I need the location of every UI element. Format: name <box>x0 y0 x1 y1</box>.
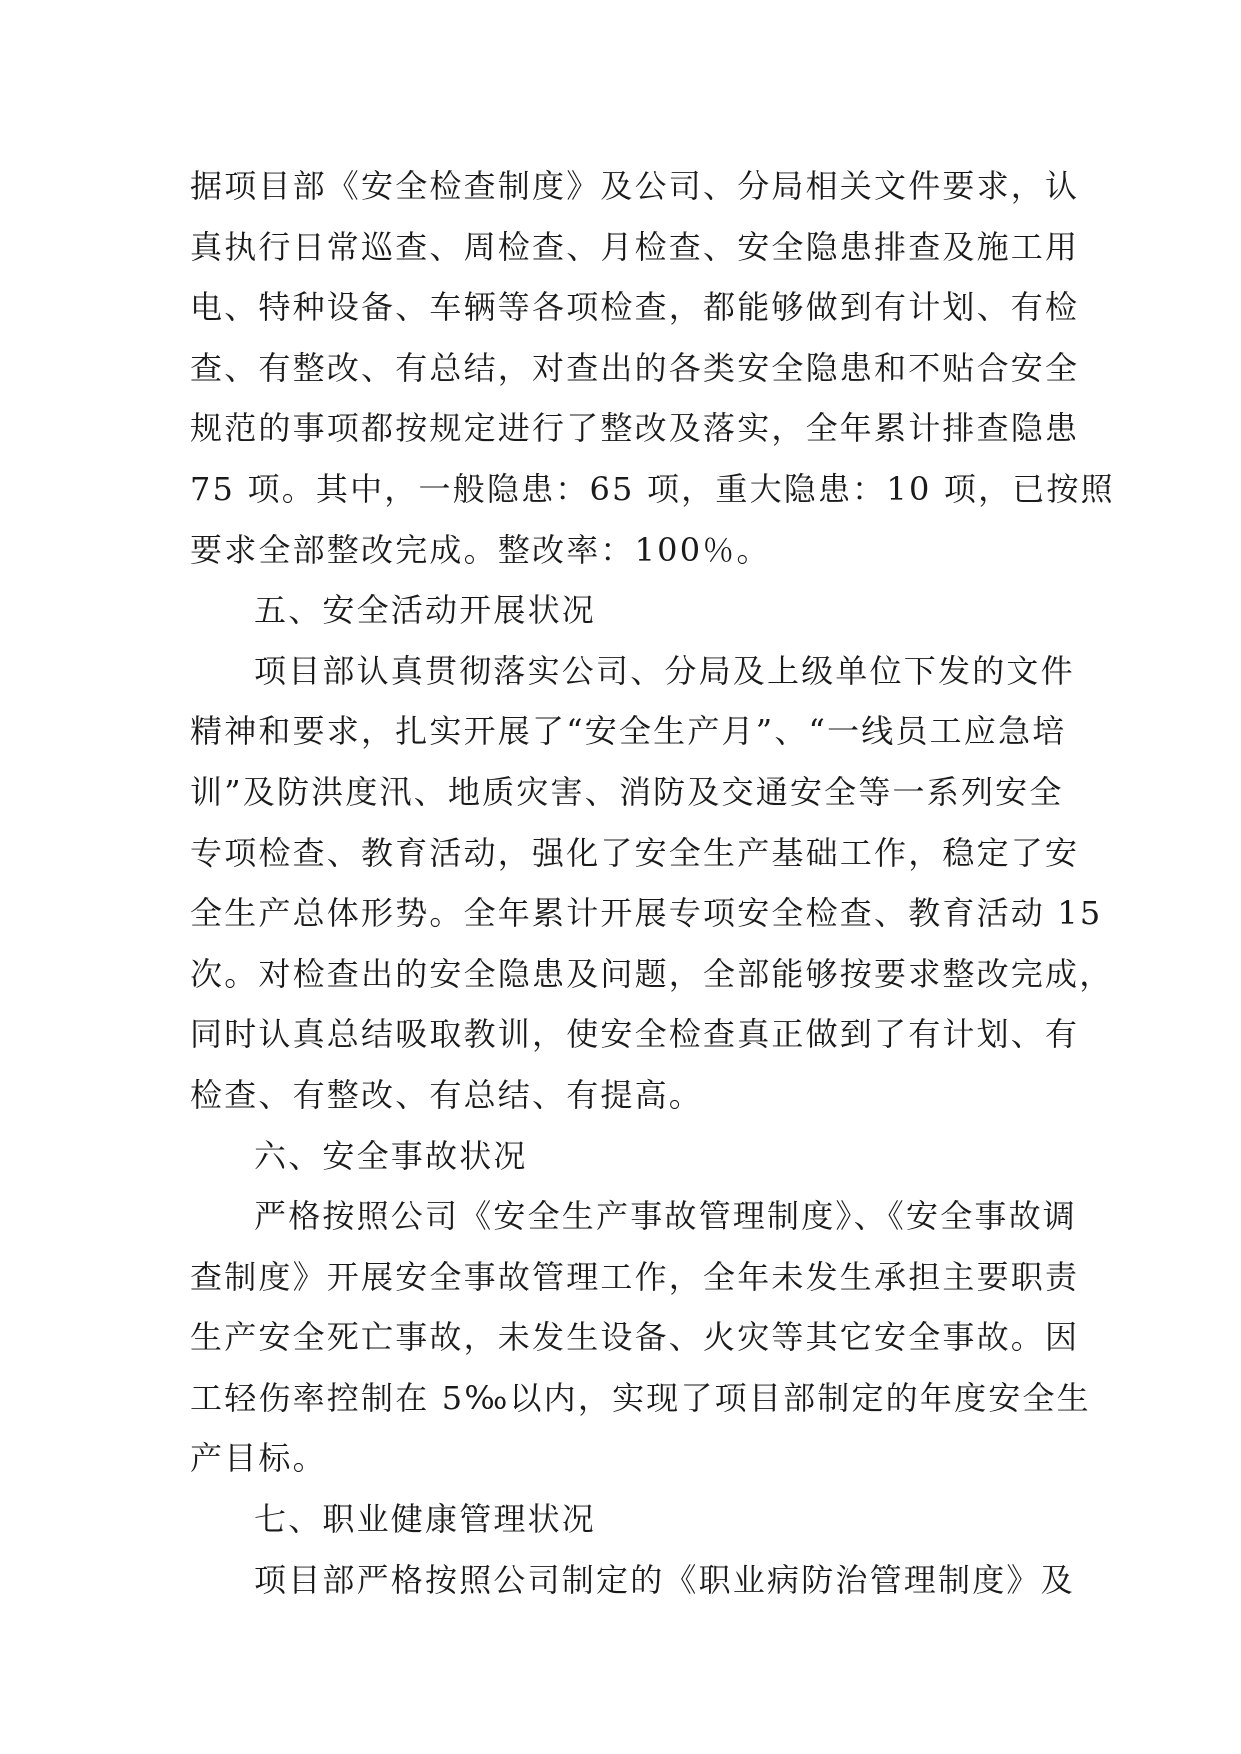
section-heading: 五、安全活动开展状况 <box>254 591 597 630</box>
text-line: 次。对检查出的安全隐患及问题，全部能够按要求整改完成， <box>190 954 1114 993</box>
text-line: 规范的事项都按规定进行了整改及落实，全年累计排查隐患 <box>190 409 1080 448</box>
text-line: 工轻伤率控制在 5‰以内，实现了项目部制定的年度安全生 <box>190 1378 1091 1417</box>
text-line: 项目部严格按照公司制定的《职业病防治管理制度》及 <box>254 1560 1075 1599</box>
text-line: 75 项。其中，一般隐患：65 项，重大隐患：10 项，已按照 <box>190 469 1115 508</box>
text-line: 专项检查、教育活动，强化了安全生产基础工作，稳定了安 <box>190 833 1080 872</box>
text-line: 严格按照公司《安全生产事故管理制度》、《安全事故调 <box>254 1197 1078 1236</box>
text-line: 查制度》开展安全事故管理工作，全年未发生承担主要职责 <box>190 1257 1080 1296</box>
text-line: 生产安全死亡事故，未发生设备、火灾等其它安全事故。因 <box>190 1318 1080 1357</box>
section-heading: 六、安全事故状况 <box>254 1136 528 1175</box>
text-line: 要求全部整改完成。整改率：100％。 <box>190 530 771 569</box>
text-line: 精神和要求，扎实开展了“安全生产月”、“一线员工应急培 <box>190 712 1067 751</box>
text-line: 全生产总体形势。全年累计开展专项安全检查、教育活动 15 <box>190 894 1103 933</box>
text-line: 同时认真总结吸取教训，使安全检查真正做到了有计划、有 <box>190 1015 1080 1054</box>
text-line: 产目标。 <box>190 1439 327 1478</box>
text-line: 真执行日常巡查、周检查、月检查、安全隐患排查及施工用 <box>190 227 1080 266</box>
text-line: 训”及防洪度汛、地质灾害、消防及交通安全等一系列安全 <box>190 772 1064 811</box>
section-heading: 七、职业健康管理状况 <box>254 1500 597 1539</box>
text-line: 查、有整改、有总结，对查出的各类安全隐患和不贴合安全 <box>190 348 1080 387</box>
document-body <box>190 156 1115 1610</box>
text-line: 据项目部《安全检查制度》及公司、分局相关文件要求，认 <box>190 167 1080 205</box>
text-line: 检查、有整改、有总结、有提高。 <box>190 1075 704 1114</box>
text-line: 电、特种设备、车辆等各项检查，都能够做到有计划、有检 <box>190 288 1080 327</box>
text-line: 项目部认真贯彻落实公司、分局及上级单位下发的文件 <box>254 651 1075 690</box>
